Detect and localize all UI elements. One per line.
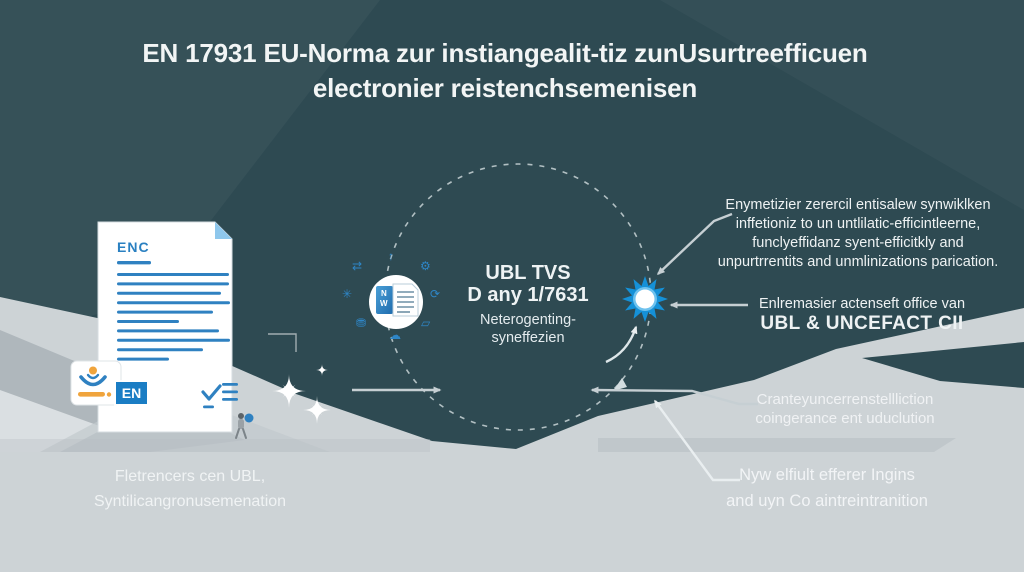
database-icon: ⛃ [356, 316, 367, 330]
arrow-up-icon: ↑ [388, 249, 394, 263]
en-stamp-badge: EN [116, 382, 147, 404]
note-integration-line-2: inffetioniz to un untlilatic-efficintleerne, [735, 216, 981, 232]
seam-band-left [0, 439, 430, 452]
word-doc-hub-icon [369, 275, 423, 329]
asterisk-icon: ✳ [342, 287, 353, 301]
cycle-core-text [467, 262, 588, 347]
note-standards-line-1: Enlremasier actenseft office van [758, 296, 966, 312]
panel-icon: ▱ [421, 316, 431, 330]
note-conformance [755, 390, 934, 428]
note-transition [726, 462, 928, 514]
title-line-2: electronier reistenchsemenisen [312, 73, 698, 103]
sync-icon: ⟳ [430, 287, 441, 301]
document-rule [117, 261, 151, 264]
note-integration-line-3: funclyeffidanz syent-efficitkly and [752, 235, 964, 251]
cloud-icon: ☁ [389, 328, 401, 342]
core-line-4: syneffezien [491, 330, 565, 346]
note-reference-line-2: Syntilicangronusemenation [93, 493, 287, 510]
note-integration-line-1: Enymetizier zerercil entisalew synwiklken [725, 197, 991, 213]
document-header-label: ENC [117, 239, 150, 255]
note-reference-line-1: Fletrencers cen UBL, [114, 468, 266, 485]
page-title [142, 36, 867, 106]
core-line-3: Neterogenting- [480, 312, 576, 328]
seam-band-right [598, 438, 956, 452]
title-line-1: EN 17931 EU-Norma zur instiangealit-tiz zunUsurtreefficuen [142, 38, 868, 68]
note-integration-line-4: unpurtrrentits and unmlinizations parication. [717, 254, 999, 270]
hub-letter-n: N [381, 289, 387, 298]
core-line-2: D any 1/7631 [467, 284, 589, 306]
certification-badge-icon [71, 361, 121, 405]
note-transition-line-2: and uyn Co aintreintranition [726, 492, 928, 510]
hub-letter-w: W [380, 299, 388, 308]
swap-icon: ⇄ [352, 259, 363, 273]
note-transition-line-1: Nyw elfiult efferer Ingins [739, 466, 915, 484]
note-standards [759, 294, 965, 334]
note-reference [94, 464, 286, 514]
note-integration [718, 196, 998, 272]
core-line-1: UBL TVS [485, 262, 571, 284]
gear-icon: ⚙ [420, 259, 431, 273]
note-conformance-line-2: coingerance ent uduclution [755, 410, 935, 427]
note-standards-line-2: UBL & UNCEFACT CII [760, 313, 964, 334]
note-conformance-line-1: Cranteyuncerrenstellliction [756, 391, 934, 408]
